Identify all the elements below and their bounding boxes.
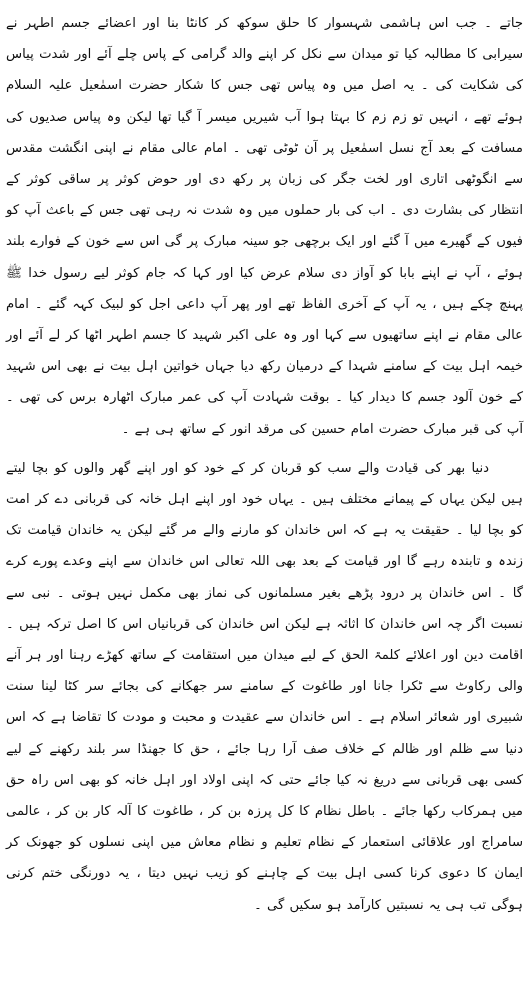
paragraph: جاتے ۔ جب اس ہاشمی شہسوار کا حلق سوکھ کر کانٹا بنا اور اعضائے جسم اطہر نے سیرابی کا مطالبہ کیا تو میدان سے نکل کر اپنے والد گرامی کے پاس چلے آئے اور شدت پیاس کی شکایت کی ۔ یہ اصل میں وہ پیاس تھی جس کا شکار حضرت اسمٰعیل علیہ السلام ہوئے تھے ، انہیں تو زم زم کا بہتا ہوا آب شیریں میسر آ گیا تھا لیکن وہ پیاس صدیوں کی مسافت کے بعد آج نسل اسمٰعیل پر آن ٹوٹی تھی ۔ امام عالی مقام نے اپنی انگشت مقدس سے انگوٹھی اتاری اور لخت جگر کی زبان پر رکھ دی اور حوض کوثر پر ساقی کوثر کے انتظار کی بشارت دی ۔ اب کی بار حملوں میں وہ شدت نہ رہی تھی جس کے باعث آپ کو فیوں کے گھیرے میں آ گئے اور ایک برچھی جو سینہ مبارک پر گی اس سے خون کے فوارے بلند ہوئے ، آپ نے اپنے بابا کو آواز دی سلام عرض کیا اور کہا کہ جام کوثر لیے رسول خدا ﷺ پہنچ چکے ہیں ، یہ آپ کے آخری الفاظ تھے اور پھر آپ داعی اجل کو لبیک کہہ گئے ۔ امام عالی مقام نے اپنے ساتھیوں سے کہا اور وہ علی اکبر شہید کا جسم اطہر اٹھا کر لے آئے اور خیمہ اہل بیت کے سامنے شہدا کے درمیان رکھ دیا جہاں خواتین اہل بیت نے بھی اس شہید کے خون آلود جسم کا دیدار کیا ۔ بوقت شہادت آپ کی عمر مبارک اٹھارہ برس کی تھی ۔ آپ کی قبر مبارک حضرت امام حسین کی مرقد انور کے ساتھ ہی ہے ۔ <box>6 16 523 437</box>
document-page <box>6 8 523 994</box>
paragraph: دنیا بھر کی قیادت والے سب کو قربان کر کے خود کو اور اپنے گھر والوں کو بچا لیتے ہیں لیکن یہاں کے پیمانے مختلف ہیں ۔ یہاں خود اور اپنے اہل خانہ کی قربانی دے کر امت کو بچا لیا ۔ حقیقت یہ ہے کہ اس خاندان کو مارنے والے مر گئے لیکن یہ خاندان قیامت تک زندہ و تابندہ رہے گا اور قیامت کے بعد بھی اللہ تعالی اس خاندان سے اپنے وعدے پورے کرے گا ۔ اس خاندان پر درود پڑھے بغیر مسلمانوں کی نماز بھی مکمل نہیں ہوتی ۔ نبی سے نسبت اگر چہ اس خاندان کا اثاثہ ہے لیکن اس خاندان کی قربانیاں اس کا اصل ترکہ ہیں ۔ اقامت دین اور اعلائے کلمۃ الحق کے لیے میدان میں استقامت کے ساتھ کھڑے رہنا اور ہر آنے والی رکاوٹ سے ٹکرا جانا اور طاغوت کے سامنے سر جھکانے کی بجائے سر کٹا لینا سنت شبیری اور شعائر اسلام ہے ۔ اس خاندان سے عقیدت و محبت و مودت کا تقاضا ہے کہ اس دنیا سے ظلم اور ظالم کے خلاف صف آرا رہا جائے ، حق کا جھنڈا سر بلند رکھنے کے لیے کسی بھی قربانی سے دریغ نہ کیا جائے حتی کہ اپنی اولاد اور اہل خانہ کو بھی اس راہ حق میں ہمرکاب رکھا جائے ۔ باطل نظام کا کل پرزہ بن کر ، طاغوت کا آلہ کار بن کر ، عالمی سامراج اور علاقائی استعمار کے نظام تعلیم و نظام معاش میں اپنی نسلوں کو جھونک کر ایمان کا دعوی کرنا کسی اہل بیت کے چاہنے کو زیب نہیں دیتا ، یہ دورنگی ختم کرنی ہوگی تب ہی یہ نسبتیں کارآمد ہو سکیں گی ۔ <box>6 460 523 913</box>
